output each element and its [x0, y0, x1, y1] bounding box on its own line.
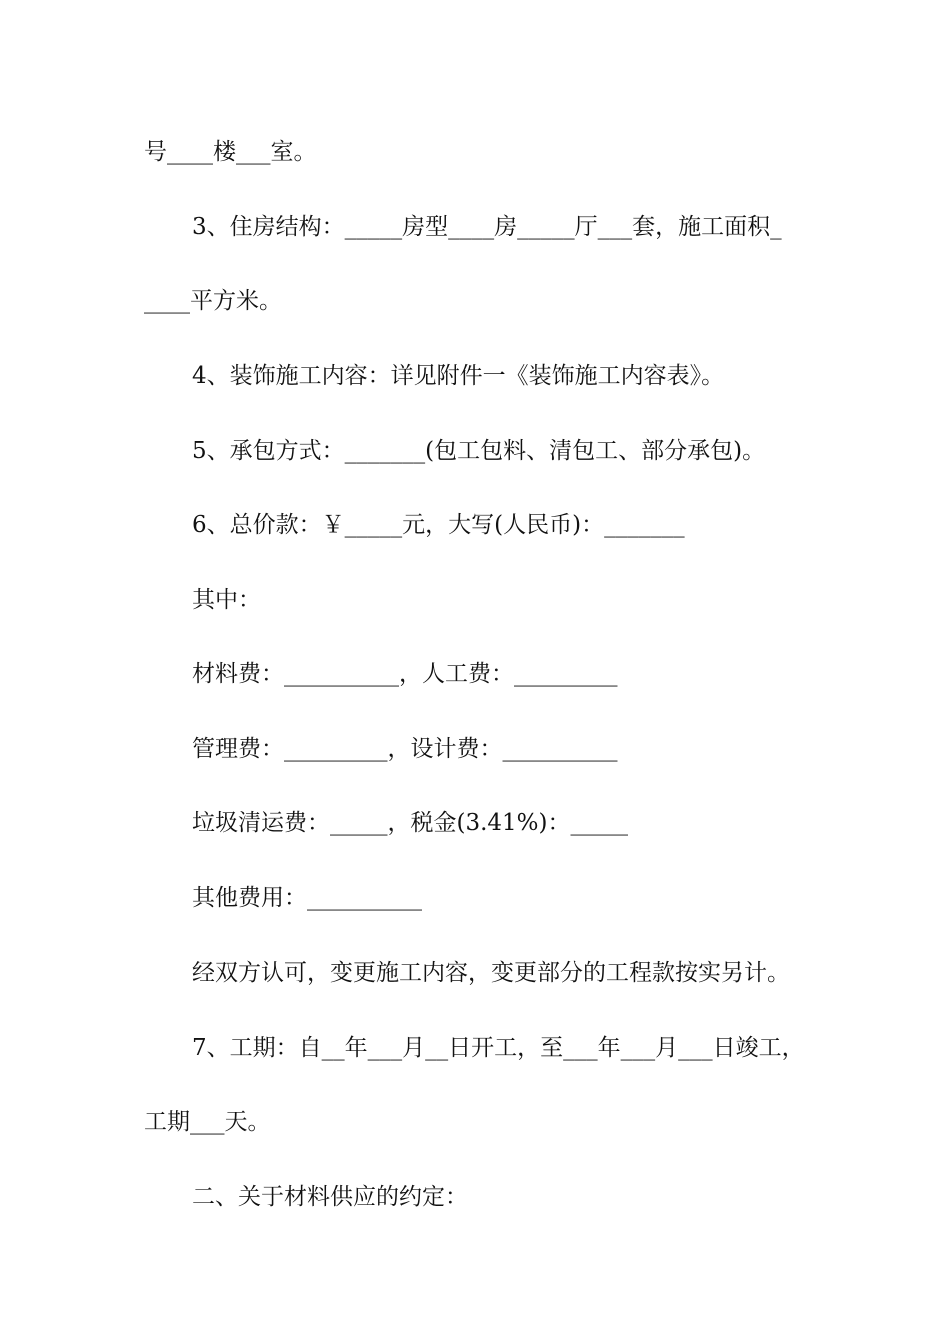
- text-line: 其中：: [192, 587, 261, 613]
- text-line: 6、总价款：￥_____元，大写(人民币)：_______: [192, 512, 685, 538]
- text-line: 4、装饰施工内容：详见附件一《装饰施工内容表》。: [192, 363, 725, 389]
- text-line: 7、工期：自__年___月__日开工，至___年___月___日竣工，: [192, 1035, 805, 1061]
- text-line: 垃圾清运费：_____，税金(3.41%)：_____: [192, 810, 629, 836]
- text-line: 其他费用：__________: [192, 885, 422, 911]
- text-line: 5、承包方式：_______(包工包料、清包工、部分承包)。: [192, 438, 766, 464]
- text-line: 管理费：_________，设计费：__________: [192, 736, 618, 762]
- section-heading: 二、关于材料供应的约定：: [192, 1184, 468, 1210]
- text-line: 工期___天。: [144, 1109, 271, 1135]
- text-line: 经双方认可，变更施工内容，变更部分的工程款按实另计。: [192, 960, 790, 986]
- text-line: 号____楼___室。: [144, 139, 317, 165]
- text-line: 3、住房结构：_____房型____房_____厅___套，施工面积_: [192, 214, 782, 240]
- text-line: ____平方米。: [144, 288, 282, 314]
- text-line: 材料费：__________，人工费：_________: [192, 661, 618, 687]
